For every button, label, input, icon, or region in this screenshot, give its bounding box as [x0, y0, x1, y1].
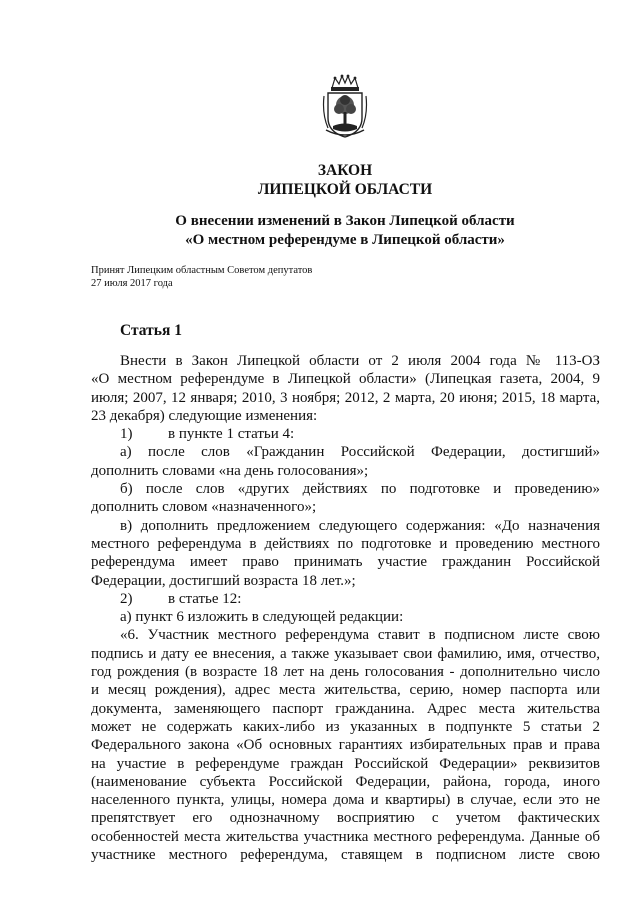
body-line: дополнить словом «назначенного»; [91, 499, 317, 516]
body-line: подпись и дату ее внесения, а также указывает свои фамилию, имя, отчество, [91, 645, 600, 662]
body-line: «6. Участник местного референдума ставит в подписном листе свою [120, 627, 600, 644]
body-line: «О местном референдуме в Липецкой области» (Липецкая газета, 2004, 9 [91, 371, 600, 388]
body-line: участнике местного референдума, ставящем в подписном листе свою [91, 847, 600, 864]
adoption-note [91, 264, 312, 290]
law-title-line1: ЗАКОН [317, 162, 373, 179]
law-subtitle-line1: О внесении изменений в Закон Липецкой области [175, 213, 515, 229]
body-line: препятствует его однозначному восприятию с учетом фактических [91, 810, 600, 827]
body-line: июля; 2007, 12 января; 2010, 3 ноября; 2012, 2 марта, 20 июня; 2015, 18 марта, [91, 389, 600, 406]
body-line: референдума имеет право принимать участие гражданин Российской [91, 554, 600, 571]
body-line: (наименование субъекта Российской Федерации, района, города, иного [91, 773, 600, 790]
item-number: 2) [120, 590, 133, 607]
body-line: и месяц рождения), адрес места жительства, серию, номер паспорта или [91, 682, 600, 699]
body-line: на участие в референдуме граждан Российской Федерации» реквизитов [91, 755, 600, 772]
law-subtitle-line2: «О местном референдуме в Липецкой области» [185, 232, 505, 248]
article-heading: Статья 1 [120, 322, 182, 339]
body-line: 23 декабря) следующие изменения: [91, 407, 318, 424]
body-line: особенностей места жительства участника местного референдума. Данные об [91, 828, 600, 845]
body-line: может не содержать каких-либо из указанных в подпункте 5 статьи 2 [91, 718, 600, 735]
coat-of-arms-icon [322, 74, 368, 140]
body-line: в) дополнить предложением следующего содержания: «До назначения [120, 517, 600, 534]
body-line: местного референдума в действиях по подготовке и проведению местного [91, 535, 600, 552]
body-line: год рождения (в возрасте 18 лет на день голосования - дополнительно число [91, 664, 600, 681]
body-line: Внести в Закон Липецкой области от 2 июля 2004 года № 113-ОЗ [120, 353, 600, 369]
body-line: документа, заменяющего паспорт гражданина. Адрес места жительства [91, 700, 600, 717]
body-line: а) пункт 6 изложить в следующей редакции: [120, 609, 404, 626]
body-line: в пункте 1 статьи 4: [168, 426, 295, 443]
body-line: Федерального закона «Об основных гарантиях избирательных прав и права [91, 737, 600, 754]
body-line: Федерации, достигший возраста 18 лет.»; [91, 572, 356, 589]
law-title-line2: ЛИПЕЦКОЙ ОБЛАСТИ [257, 181, 433, 198]
body-line: а) после слов «Гражданин Российской Федерации, достигший» [120, 444, 600, 461]
adoption-line1: Принят Липецким областным Советом депутатов [91, 265, 313, 276]
item-number: 1) [120, 426, 133, 443]
list-item [91, 425, 600, 443]
adoption-date: 27 июля 2017 года [91, 278, 173, 289]
article-body [91, 352, 600, 864]
body-line: в статье 12: [168, 590, 242, 607]
list-item [91, 590, 600, 608]
body-line: дополнить словами «на день голосования»; [91, 462, 369, 479]
body-line: б) после слов «других действиях по подготовке и проведению» [120, 481, 600, 498]
body-line: населенного пункта, улицы, номера дома и квартиры) в случае, если это не [91, 792, 600, 809]
